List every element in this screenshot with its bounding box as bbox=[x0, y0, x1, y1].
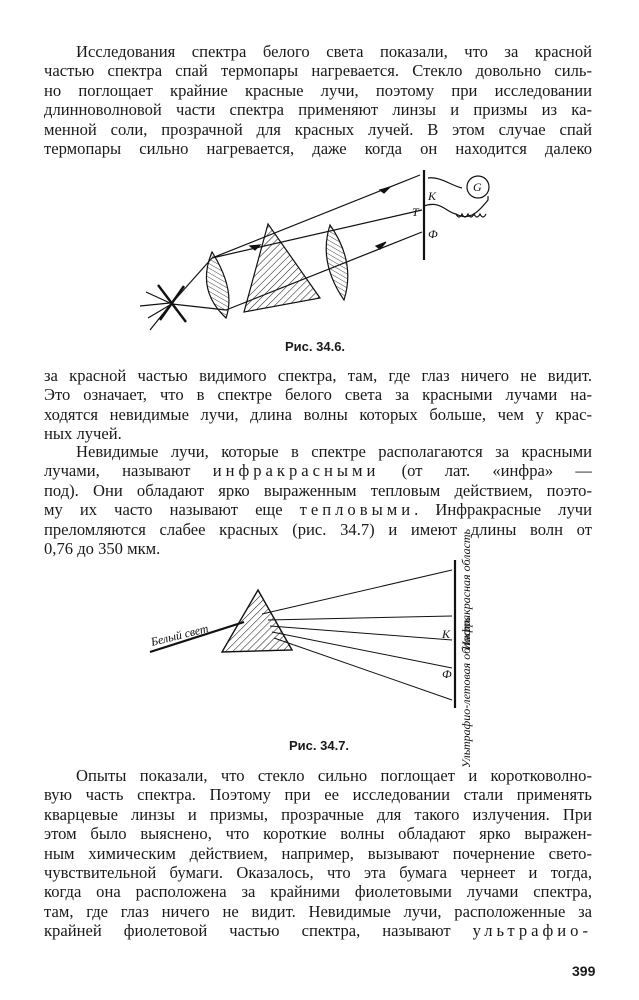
prism-2 bbox=[222, 590, 292, 652]
text-line: частью спектра спай термопары нагревается. Стекло довольно силь- bbox=[44, 61, 592, 81]
text-line: термопары сильно нагревается, даже когда он находится далеко bbox=[44, 139, 592, 159]
lens-2 bbox=[326, 225, 348, 300]
text-line bbox=[44, 500, 592, 519]
label-white-light: Белый свет bbox=[149, 621, 210, 649]
paragraph-4 bbox=[44, 766, 592, 941]
text-run: . Инфракрасные лучи bbox=[414, 500, 592, 520]
prism bbox=[244, 224, 320, 312]
term-thermal: тепловыми bbox=[299, 500, 415, 520]
text-line: ных лучей. bbox=[44, 424, 122, 444]
label-k-fig2: К bbox=[442, 627, 450, 641]
label-galvanometer: G bbox=[473, 180, 482, 194]
text-line: Это означает, что в спектре белого света за красными лучами на- bbox=[44, 385, 592, 405]
text-line: под). Они обладают ярко выраженным тепловым действием, поэто- bbox=[44, 480, 592, 500]
text-line: Невидимые лучи, которые в спектре располагаются за красными bbox=[76, 442, 592, 461]
text-line: Исследования спектра белого света показали, что за красной bbox=[76, 42, 592, 61]
text-line: ходятся невидимые лучи, длина волны которых больше, чем у крас- bbox=[44, 404, 592, 424]
label-ultraviolet-area: Ультрафио-летовая область bbox=[459, 617, 473, 768]
text-run: крайней фиолетовой частью спектра, называют bbox=[44, 921, 473, 941]
label-k-fig1: К bbox=[428, 189, 436, 203]
text-run: (от лат. «инфра» — bbox=[379, 461, 592, 481]
text-line: но поглощает крайние красные лучи, поэтому при исследовании bbox=[44, 80, 592, 100]
text-line: вую часть спектра. Поэтому при ее исследовании стали применять bbox=[44, 785, 592, 805]
text-line: преломляются слабее красных (рис. 34.7) и имеют длины волн от bbox=[44, 519, 592, 539]
paragraph-3 bbox=[44, 442, 592, 558]
text-line: чувствительной бумаги. Оказалось, что эта бумага чернеет и тогда, bbox=[44, 863, 592, 883]
figure-34-6 bbox=[140, 170, 489, 330]
label-t: Т bbox=[412, 205, 419, 219]
text-line: когда она расположена за крайними фиолетовыми лучами спектра, bbox=[44, 882, 592, 902]
text-line bbox=[44, 461, 592, 480]
text-line: этом было выяснено, что короткие волны обладают ярко выражен- bbox=[44, 824, 592, 844]
label-f-fig2: Ф bbox=[442, 667, 452, 681]
light-source bbox=[140, 285, 186, 330]
figure-caption-34-6: Рис. 34.6. bbox=[285, 339, 346, 354]
text-line: там, где глаз ничего не видит. Невидимые лучи, расположенные за bbox=[44, 901, 592, 921]
page-number: 399 bbox=[572, 963, 596, 979]
text-line: длинноволновой части спектра применяют линзы и призмы из ка- bbox=[44, 100, 592, 120]
wire-upper bbox=[428, 178, 462, 188]
paragraph-2 bbox=[44, 366, 592, 444]
text-line: кварцевые линзы и призмы, прозрачные для такого излучения. При bbox=[44, 804, 592, 824]
spectrum-rays bbox=[262, 570, 452, 700]
text-run: му их часто называют еще bbox=[44, 500, 300, 520]
label-f-fig1: Ф bbox=[428, 227, 438, 241]
term-infrared: инфракрасными bbox=[212, 461, 380, 481]
text-line: ным химическим действием, например, вызывают почернение свето- bbox=[44, 843, 592, 863]
label-infrared-area: Инфракрасная область bbox=[459, 528, 473, 650]
text-line: за красной частью видимого спектра, там, где глаз ничего не видит. bbox=[44, 366, 592, 385]
term-ultraviolet: ультрафио- bbox=[472, 921, 592, 941]
text-line: 0,76 до 350 мкм. bbox=[44, 539, 161, 559]
figure-caption-34-7: Рис. 34.7. bbox=[289, 738, 350, 753]
text-line bbox=[44, 921, 592, 940]
text-line: Опыты показали, что стекло сильно поглощает и коротковолно- bbox=[76, 766, 592, 785]
text-run: лучами, называют bbox=[44, 461, 213, 481]
text-line: менной соли, прозрачной для красных лучей. В этом случае спай bbox=[44, 119, 592, 139]
